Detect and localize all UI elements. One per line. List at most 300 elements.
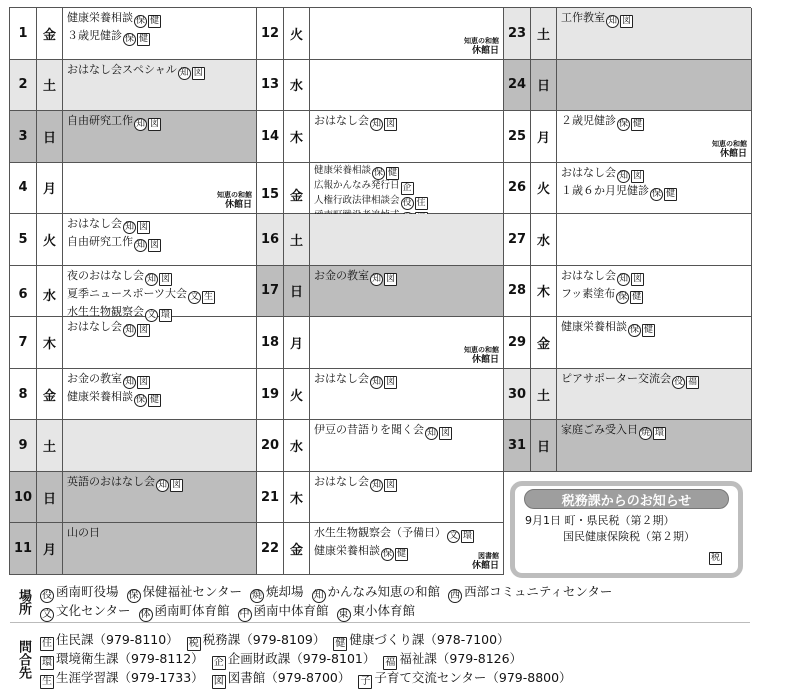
day-cell [10, 163, 257, 215]
contacts-list [40, 630, 580, 687]
event-name: １歳６か月児健診 [561, 183, 649, 197]
weekday: 土 [37, 60, 63, 111]
event-list [63, 420, 256, 471]
day-cell [10, 111, 257, 163]
tax-notice-line-2: 国民健康保険税（第２期） [563, 530, 695, 543]
chi-icon: 知 [371, 273, 381, 284]
day-number: 26 [504, 163, 531, 214]
day-cell [257, 266, 504, 318]
chi-icon: 知 [618, 170, 628, 181]
event-item [561, 113, 747, 131]
event-name: 健康栄養相談 [67, 11, 133, 24]
day-cell [504, 60, 752, 112]
closed-facility: 図書館 [478, 552, 499, 560]
day-number: 20 [257, 420, 284, 471]
legend-label: 税務課（979-8109） [202, 632, 326, 647]
legend-item [448, 584, 612, 599]
event-item [314, 195, 499, 210]
closed-label: 休館日 [471, 561, 499, 571]
day-cell [10, 369, 257, 421]
event-list [310, 317, 503, 368]
ki-icon: 企 [402, 182, 412, 193]
chi-icon: 知 [124, 376, 134, 387]
day-number: 24 [504, 60, 531, 111]
event-name: 自由研究工作 [67, 114, 133, 128]
event-item [561, 165, 747, 183]
day-cell [504, 317, 752, 369]
zu-icon: 図 [160, 273, 170, 284]
event-list [63, 523, 256, 574]
event-item [314, 165, 499, 180]
zu-icon: 図 [149, 240, 159, 251]
jyu-icon: 住 [416, 197, 426, 208]
event-list [63, 163, 256, 214]
ho-icon: 保 [128, 590, 139, 601]
event-item [67, 62, 252, 80]
event-name: 英語のおはなし会 [67, 474, 155, 488]
event-name: おはなし会 [561, 165, 616, 179]
legend-row [40, 649, 580, 668]
legend-label: 図書館（979-8700） [227, 670, 351, 685]
day-number: 12 [257, 8, 284, 59]
event-list [63, 111, 256, 162]
event-name: おはなし会 [561, 268, 616, 282]
zu-icon: 図 [385, 273, 395, 284]
zu-icon: 図 [385, 119, 395, 130]
legend-divider [10, 622, 750, 623]
event-name: お金の教室 [314, 268, 369, 282]
event-name: ２歳児健診 [561, 114, 616, 128]
zu-icon: 図 [385, 479, 395, 490]
event-list [557, 317, 751, 368]
day-cell [10, 420, 257, 472]
event-list [310, 266, 503, 317]
weekday: 金 [37, 8, 63, 59]
legend-label: 生涯学習課（979-1733） [56, 670, 204, 685]
event-name: ３歳児健診 [67, 29, 122, 42]
tax-notice-line-1: 9月1日 町・県民税（第２期） [525, 514, 675, 527]
ho-icon: 保 [618, 119, 628, 130]
event-item [314, 422, 499, 440]
chi-icon: 知 [157, 479, 167, 490]
event-name: 工作教室 [561, 11, 605, 24]
event-list [310, 60, 503, 111]
event-list [557, 420, 751, 471]
legend-item [40, 670, 204, 685]
event-name: おはなし会 [314, 114, 369, 128]
day-cell [504, 420, 752, 472]
chi-icon: 知 [124, 222, 134, 233]
event-name: 健康栄養相談 [561, 320, 627, 334]
legend-item [238, 603, 329, 618]
event-item [67, 389, 252, 407]
day-number: 25 [504, 111, 531, 162]
yaku-icon: 役 [402, 197, 412, 208]
closed-facility: 知恵の和館 [217, 191, 252, 200]
event-list [557, 214, 751, 265]
legend-row [40, 668, 580, 687]
zu-icon: 図 [138, 376, 148, 387]
nishi-icon: 西 [450, 590, 461, 601]
day-cell [10, 8, 257, 60]
ken-icon: 健 [643, 325, 653, 336]
weekday: 水 [37, 266, 63, 324]
event-name: 健康栄養相談 [67, 389, 133, 403]
weekday: 水 [284, 420, 310, 471]
chi-icon: 知 [371, 479, 381, 490]
event-item [67, 216, 252, 234]
day-cell [10, 214, 257, 266]
fuku-icon: 福 [385, 657, 396, 668]
event-name: 人権行政法律相談会 [314, 194, 400, 206]
zu-icon: 図 [193, 67, 203, 78]
zu-icon: 図 [149, 119, 159, 130]
tax-notice-box [510, 481, 743, 578]
ho-icon: 保 [382, 549, 392, 560]
day-number: 10 [10, 472, 37, 523]
weekday: 日 [531, 60, 557, 111]
legend-item [40, 632, 179, 647]
closed-label: 休館日 [471, 45, 499, 56]
event-name: 健康栄養相談 [314, 164, 372, 176]
weekday: 土 [37, 420, 63, 471]
day-cell [504, 8, 752, 60]
legend-row [40, 601, 620, 620]
kan-icon: 環 [42, 657, 52, 668]
event-name: 健康栄養相談 [314, 544, 380, 558]
weekday: 火 [37, 214, 63, 265]
closed-facility: 知恵の和館 [464, 36, 499, 45]
closed-label: 休館日 [224, 200, 252, 211]
day-number: 11 [10, 523, 37, 574]
legend-item [337, 603, 416, 618]
bun-icon: 文 [448, 531, 458, 542]
ken-icon: 健 [632, 291, 642, 302]
day-number: 16 [257, 214, 284, 265]
event-name: おはなし会スペシャル [67, 62, 177, 76]
event-list [310, 523, 503, 574]
day-cell [257, 472, 504, 524]
event-name: おはなし会 [314, 474, 369, 488]
event-item [314, 371, 499, 389]
zu-icon: 図 [632, 273, 642, 284]
day-number: 18 [257, 317, 284, 368]
day-cell [10, 266, 257, 318]
event-list [63, 214, 256, 265]
event-item [67, 234, 252, 252]
event-name: おはなし会 [67, 217, 122, 231]
day-number: 30 [504, 369, 531, 420]
event-name: おはなし会 [314, 371, 369, 385]
ho-icon: 保 [651, 188, 661, 199]
sei-icon: 生 [42, 676, 52, 687]
ho-icon: 保 [135, 16, 145, 26]
day-cell [257, 420, 504, 472]
legend-label: 文化センター [56, 603, 131, 618]
ho-icon: 保 [618, 291, 628, 302]
event-list [310, 214, 503, 265]
tax-icon: 税 [710, 553, 720, 563]
closed-facility: 知恵の和館 [464, 345, 499, 354]
event-list [310, 420, 503, 471]
event-list [557, 266, 751, 317]
sei-icon: 生 [204, 291, 214, 302]
weekday: 木 [37, 317, 63, 368]
event-item [67, 319, 252, 337]
weekday: 日 [531, 420, 557, 471]
event-list [63, 369, 256, 420]
day-number: 31 [504, 420, 531, 471]
event-item [67, 268, 252, 286]
weekday: 土 [284, 214, 310, 265]
event-name: おはなし会 [67, 320, 122, 334]
weekday: 火 [284, 369, 310, 420]
yaku-icon: 役 [673, 376, 683, 387]
day-cell [504, 266, 752, 318]
chi-icon: 知 [426, 428, 436, 439]
event-list [557, 60, 751, 111]
weekday: 火 [531, 163, 557, 214]
weekday: 日 [284, 266, 310, 317]
day-cell [10, 317, 257, 369]
legend-item [212, 651, 376, 666]
legend-label: 企画財政課（979-8101） [227, 651, 376, 666]
legend-item [40, 603, 131, 618]
legend-item [40, 651, 204, 666]
weekday: 火 [284, 8, 310, 59]
event-list [63, 8, 256, 59]
weekday: 木 [284, 111, 310, 162]
yaki-icon: 焼 [640, 428, 650, 439]
event-name: ピアサポーター交流会 [561, 371, 671, 385]
day-number: 5 [10, 214, 37, 265]
weekday: 土 [531, 8, 557, 59]
legend-row [40, 582, 620, 601]
legend-label: 西部コミュニティセンター [464, 584, 613, 599]
event-list [557, 111, 751, 162]
ken-icon: 健 [632, 119, 642, 130]
event-name: 水生生物観察会（予備日） [314, 526, 446, 540]
legend-item [40, 584, 119, 599]
zu-icon: 図 [385, 376, 395, 387]
bun-icon: 文 [146, 309, 156, 320]
event-item [561, 10, 747, 28]
ki-icon: 企 [213, 657, 224, 668]
day-cell [504, 111, 752, 163]
event-list [310, 8, 503, 59]
legend-label: 東小体育館 [352, 603, 416, 618]
chi-icon: 知 [618, 273, 628, 284]
event-list [310, 369, 503, 420]
day-number: 3 [10, 111, 37, 162]
event-item [314, 268, 499, 286]
day-cell [504, 214, 752, 266]
closed-note [464, 37, 499, 57]
event-item [67, 525, 252, 540]
event-name: 山の日 [67, 526, 100, 540]
weekday: 木 [284, 472, 310, 523]
closed-note [464, 346, 499, 366]
legend-label: 保健福祉センター [142, 584, 243, 599]
day-cell [10, 60, 257, 112]
event-list [63, 472, 256, 523]
day-number: 19 [257, 369, 284, 420]
weekday: 月 [284, 317, 310, 368]
event-item [561, 371, 747, 389]
day-number: 23 [504, 8, 531, 59]
jyu-icon: 住 [42, 638, 52, 649]
event-name: 水生生物観察会 [67, 304, 144, 318]
legend-item [358, 670, 571, 685]
ken-icon: 健 [335, 638, 346, 649]
legend-label: 福祉課（979-8126） [399, 651, 523, 666]
event-list [63, 266, 256, 324]
event-item [314, 113, 499, 131]
legend-label: 子育て交流センター（979-8800） [374, 670, 572, 685]
bun-icon: 文 [42, 609, 52, 620]
tai-icon: 体 [140, 609, 151, 620]
closed-label: 休館日 [719, 148, 747, 159]
zu-icon: 図 [138, 325, 148, 336]
weekday: 金 [37, 369, 63, 420]
ken-icon: 健 [388, 167, 398, 178]
chu-icon: 中 [239, 609, 250, 620]
zu-icon: 図 [138, 222, 148, 233]
zu-icon: 図 [632, 170, 642, 181]
event-name: フッ素塗布 [561, 286, 616, 300]
weekday: 金 [284, 523, 310, 574]
day-number: 14 [257, 111, 284, 162]
weekday: 水 [284, 60, 310, 111]
chi-icon: 知 [313, 590, 324, 601]
chi-icon: 知 [135, 240, 145, 251]
kan-icon: 環 [160, 309, 170, 320]
legend-label: かんなみ知恵の和館 [327, 584, 441, 599]
day-cell [257, 369, 504, 421]
event-list [63, 60, 256, 111]
day-number: 15 [257, 163, 284, 227]
event-list [310, 472, 503, 523]
ken-icon: 健 [138, 34, 148, 44]
kan-icon: 環 [654, 428, 664, 439]
event-item [67, 286, 252, 304]
weekday: 月 [531, 111, 557, 162]
day-cell [257, 317, 504, 369]
event-list [557, 369, 751, 420]
event-item [67, 474, 252, 492]
yaki-icon: 焼 [252, 590, 263, 601]
day-number: 13 [257, 60, 284, 111]
legend-item [333, 632, 509, 647]
zu-icon: 図 [171, 479, 181, 490]
weekday: 土 [531, 369, 557, 420]
day-cell [257, 214, 504, 266]
event-item [314, 525, 499, 543]
day-number: 29 [504, 317, 531, 368]
closed-facility: 知恵の和館 [712, 139, 747, 148]
day-number: 2 [10, 60, 37, 111]
zu-icon: 図 [621, 16, 631, 26]
day-number: 28 [504, 266, 531, 317]
chi-icon: 知 [124, 325, 134, 336]
day-cell [257, 163, 504, 215]
event-name: 伊豆の昔語りを聞く会 [314, 423, 424, 437]
places-list [40, 582, 620, 620]
event-name: 夏季ニュースポーツ大会 [67, 286, 188, 300]
legend-item [139, 603, 230, 618]
chi-icon: 知 [135, 119, 145, 130]
day-cell [504, 163, 752, 215]
legend-label: 環境衛生課（979-8112） [56, 651, 204, 666]
day-number: 17 [257, 266, 284, 317]
places-header: 場所 [16, 589, 31, 615]
higashi-icon: 東 [338, 609, 349, 620]
legend-item [187, 632, 326, 647]
yaku-icon: 役 [42, 590, 52, 601]
legend-label: 住民課（979-8110） [56, 632, 179, 647]
event-name: 広報かんなみ発行日 [314, 179, 400, 191]
day-number: 22 [257, 523, 284, 574]
kan-icon: 環 [462, 531, 472, 542]
event-name: 自由研究工作 [67, 235, 133, 249]
contacts-header: 問合先 [16, 639, 31, 679]
event-name: お金の教室 [67, 371, 122, 385]
weekday: 月 [37, 523, 63, 574]
day-number: 6 [10, 266, 37, 324]
closed-note [472, 552, 499, 572]
closed-label: 休館日 [471, 354, 499, 365]
event-list [557, 8, 751, 59]
ho-icon: 保 [629, 325, 639, 336]
weekday: 日 [37, 111, 63, 162]
chi-icon: 知 [146, 273, 156, 284]
event-item [314, 474, 499, 492]
legend-label: 函南町体育館 [154, 603, 230, 618]
event-item [67, 113, 252, 131]
event-item [67, 371, 252, 389]
chi-icon: 知 [607, 16, 617, 26]
legend-item [127, 584, 243, 599]
event-item [561, 183, 747, 201]
closed-note [217, 191, 252, 211]
legend-item [250, 584, 304, 599]
ken-icon: 健 [149, 16, 159, 26]
day-cell [504, 369, 752, 421]
legend-item [383, 651, 522, 666]
chi-icon: 知 [371, 119, 381, 130]
day-number: 8 [10, 369, 37, 420]
day-number: 27 [504, 214, 531, 265]
day-cell [257, 60, 504, 112]
event-item [67, 10, 252, 28]
event-name: 家庭ごみ受入日 [561, 423, 638, 437]
zu-icon: 図 [440, 428, 450, 439]
event-item [67, 28, 252, 46]
ken-icon: 健 [396, 549, 406, 560]
event-item [561, 319, 747, 337]
ko-icon: 子 [360, 676, 371, 687]
closed-note [712, 140, 747, 160]
chi-icon: 知 [371, 376, 381, 387]
event-list [63, 317, 256, 368]
legend-item [312, 584, 441, 599]
legend-label: 函南中体育館 [253, 603, 329, 618]
ken-icon: 健 [665, 188, 675, 199]
day-cell [10, 523, 257, 575]
ho-icon: 保 [124, 34, 134, 44]
chi-icon: 知 [179, 67, 189, 78]
day-number: 21 [257, 472, 284, 523]
